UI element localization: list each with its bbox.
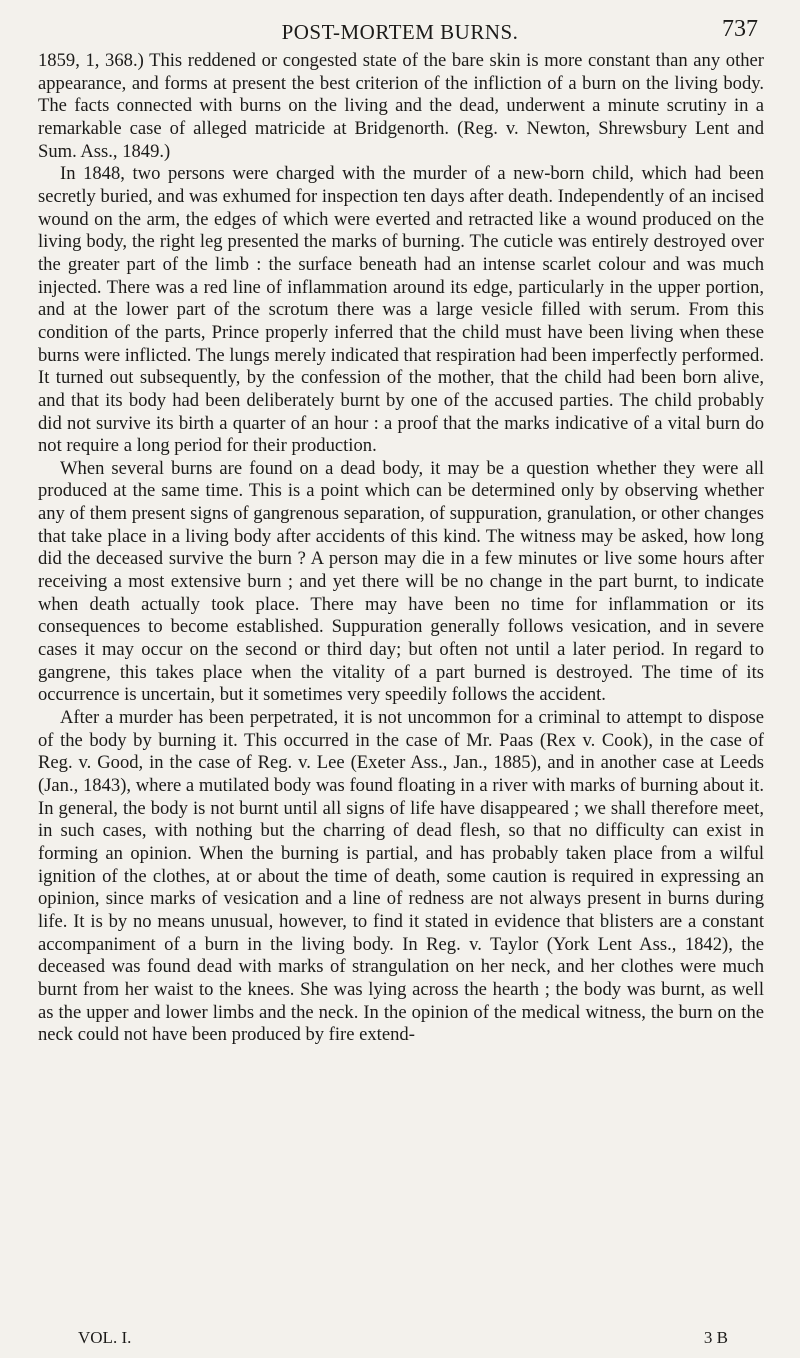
paragraph: When several burns are found on a dead body, it may be a question whether they were all produced at the same time. This is a point which can be determined only by observing whether any of them present signs of gangrenous separation, of suppuration, granulation, or other changes that take place in a living body after accidents of this kind. The witness may be asked, how long did the deceased survive the burn ? A person may die in a few minutes or live some hours after receiving a most extensive burn ; and yet there will be no change in the part burnt, to indicate when death actually took place. There may have been no time for inflammation or its consequences to become established. Suppuration generally follows vesication, and in severe cases it may occur on the second or third day; but often not until a later period. In regard to gangrene, this takes place when the vitality of a part burned is destroyed. The time of its occurrence is uncertain, but it sometimes very speedily follows the accident. [38, 457, 764, 706]
paragraph: 1859, 1, 368.) This reddened or congested state of the bare skin is more constant than any other appearance, and forms at present the best criterion of the infliction of a burn on the living body. The facts connected with burns on the living and the dead, underwent a minute scrutiny in a remarkable case of alleged matricide at Bridgenorth. (Reg. v. Newton, Shrewsbury Lent and Sum. Ass., 1849.) [38, 50, 764, 162]
volume-label: VOL. I. [78, 1328, 132, 1347]
page-number: 737 [722, 16, 758, 42]
page-header [0, 14, 800, 44]
running-head: POST-MORTEM BURNS. [281, 20, 519, 44]
page-footer [38, 1328, 764, 1350]
paragraph: After a murder has been perpetrated, it is not uncommon for a criminal to attempt to dispose of the body by burning it. This occurred in the case of Mr. Paas (Rex v. Cook), in the case of Reg. v. Good, in the case of Reg. v. Lee (Exeter Ass., Jan., 1885), and in another case at Leeds (Jan., 1843), where a mutilated body was found floating in a river with marks of burning about it. In general, the body is not burnt until all signs of life have disappeared ; we shall therefore meet, in such cases, with nothing but the charring of dead flesh, so that no difficulty can exist in forming an opinion. When the burning is partial, and has probably taken place from a wilful ignition of the clothes, at or about the time of death, some caution is required in expressing an opinion, since marks of vesication and a line of redness are not always present in burns during life. It is by no means unusual, however, to find it stated in evidence that blisters are a constant accompaniment of a burn in the living body. In Reg. v. Taylor (York Lent Ass., 1842), the deceased was found dead with marks of strangulation on her neck, and her clothes were much burnt from her waist to the knees. She was lying across the hearth ; the body was burnt, as well as the upper and lower limbs and the neck. In the opinion of the medical witness, the burn on the neck could not have been produced by fire extend- [38, 707, 764, 1046]
signature-mark: 3 B [703, 1328, 728, 1347]
paragraph: In 1848, two persons were charged with the murder of a new-born child, which had been secretly buried, and was exhumed for inspection ten days after death. Independently of an incised wound on the arm, the edges of which were everted and retracted like a wound produced on the living body, the right leg presented the marks of burning. The cuticle was entirely destroyed over the greater part of the limb : the surface beneath had an intense scarlet colour and was much injected. There was a red line of inflammation around its edge, particularly in the upper portion, and at the lower part of the scrotum there was a large vesicle filled with serum. From this condition of the parts, Prince properly inferred that the child must have been living when these burns were inflicted. The lungs merely indicated that respiration had been imperfectly performed. It turned out subsequently, by the confession of the mother, that the child had been born alive, and that its body had been deliberately burnt by one of the accused parties. The child probably did not survive its birth a quarter of an hour : a proof that the marks indicative of a vital burn do not require a long period for their production. [38, 163, 764, 457]
page-body [38, 50, 764, 1047]
